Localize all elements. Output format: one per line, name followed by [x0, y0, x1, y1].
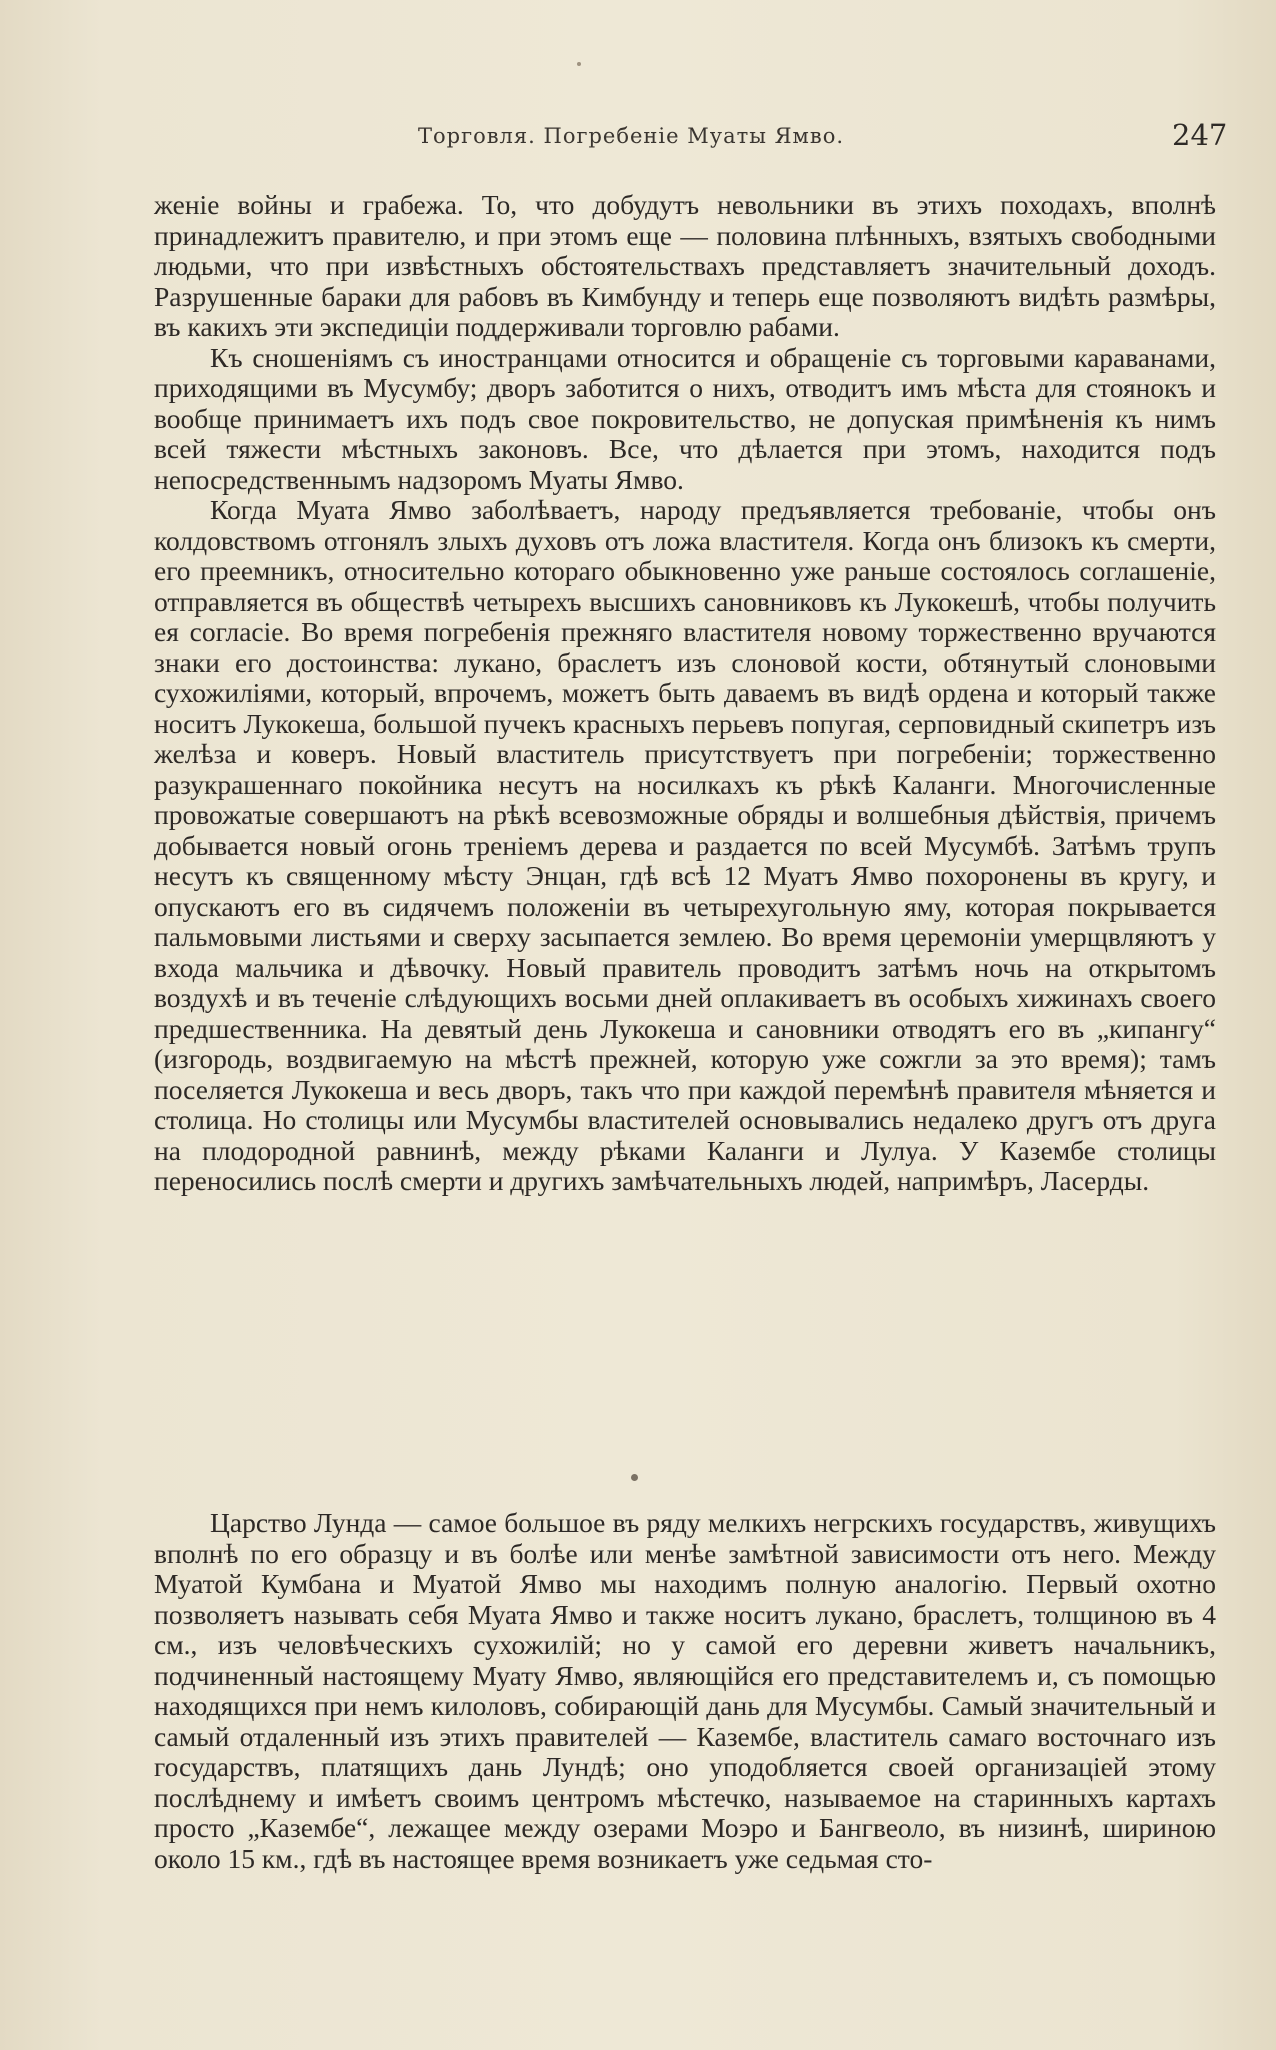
- paragraph: Когда Муата Ямво заболѣваетъ, народу предъявляется требованiе, чтобы онъ колдовствомъ отгонялъ злыхъ духовъ отъ ложа властителя. Когда онъ близокъ къ смерти, его преемникъ, относительно котораго обыкновенно уже раньше состоялось соглашенiе, отправляется въ обществѣ четырехъ высшихъ сановниковъ къ Лукокешѣ, чтобы получить ея согласiе. Во время погребенiя прежняго властителя новому торжественно вручаются знаки его достоинства: лукано, браслетъ изъ слоновой кости, обтянутый слоновыми сухожилiями, который, впрочемъ, можетъ быть даваемъ въ видѣ ордена и который также носитъ Лукокеша, большой пучекъ красныхъ перьевъ попугая, серповидный скипетръ изъ желѣза и коверъ. Новый властитель присутствуетъ при погребенiи; торжественно разукрашеннаго покойника несутъ на носилкахъ къ рѣкѣ Каланги. Многочисленные провожатые совершаютъ на рѣкѣ всевозможные обряды и волшебныя дѣйствiя, причемъ добывается новый огонь тренiемъ дерева и раздается по всей Мусумбѣ. Затѣмъ трупъ несутъ къ священному мѣсту Энцан, гдѣ всѣ 12 Муатъ Ямво похоронены въ кругу, и опускаютъ его въ сидячемъ положенiи въ четырехугольную яму, которая покрывается пальмовыми листьями и сверху засыпается землею. Во время церемонiи умерщвляютъ у входа мальчика и дѣвочку. Новый правитель проводитъ затѣмъ ночь на открытомъ воздухѣ и въ теченiе слѣдующихъ восьми дней оплакиваетъ въ особыхъ хижинахъ своего предшественника. На девятый день Лукокеша и сановники отводятъ его въ „кипангу“ (изгородь, воздвигаемую на мѣстѣ прежней, которую уже сожгли за это время); тамъ поселяется Лукокеша и весь дворъ, такъ что при каждой перемѣнѣ правителя мѣняется и столица. Но столицы или Мусумбы властителей основывались недалеко другъ отъ друга на плодородной равнинѣ, между рѣками Каланги и Лулуа. У Казембе столицы переносились послѣ смерти и другихъ замѣчательныхъ людей, напримѣръ, Ласерды.: [154, 494, 1216, 1196]
- text-block-lower: [154, 1508, 1216, 1874]
- paragraph: Къ сношенiямъ съ иностранцами относится и обращенiе съ торговыми караванами, приходящими въ Мусумбу; дворъ заботится о нихъ, отводитъ имъ мѣста для стоянокъ и вообще принимаетъ ихъ подъ свое покровительство, не допуская примѣненiя къ нимъ всей тяжести мѣстныхъ законовъ. Все, что дѣлается при этомъ, находится подъ непосредственнымъ надзоромъ Муаты Ямво.: [154, 341, 1216, 495]
- running-head: Торговля. Погребенiе Муаты Ямво.: [418, 124, 845, 148]
- paper-speck: [577, 62, 581, 66]
- page-number: 247: [1172, 118, 1228, 152]
- paragraph: Царство Лунда — самое большое въ ряду мелкихъ негрскихъ государствъ, живущихъ вполнѣ по его образцу и въ болѣе или менѣе замѣтной зависимости отъ него. Между Муатой Кумбана и Муатой Ямво мы находимъ полную аналогiю. Первый охотно позволяетъ называть себя Муата Ямво и также носитъ лукано, браслетъ, толщиною въ 4 см., изъ человѣческихъ сухожилiй; но у самой его деревни живетъ начальникъ, подчиненный настоящему Муату Ямво, являющiйся его представителемъ и, съ помощью находящихся при немъ килоловъ, собирающiй дань для Мусумбы. Самый значительный и самый отдаленный изъ этихъ правителей — Казембе, властитель самаго восточнаго изъ государствъ, платящихъ дань Лундѣ; оно уподобляется своей организацiей этому послѣднему и имѣетъ своимъ центромъ мѣстечко, называемое на старинныхъ картахъ просто „Казембе“, лежащее между озерами Моэро и Бангвеоло, въ низинѣ, шириною около 15 км., гдѣ въ настоящее время возникаетъ уже седьмая сто-: [154, 1507, 1216, 1874]
- paragraph: женiе войны и грабежа. То, что добудутъ невольники въ этихъ походахъ, вполнѣ принадлежитъ правителю, и при этомъ еще — половина плѣнныхъ, взятыхъ свободными людьми, что при извѣстныхъ обстоятельствахъ представляетъ значительный доходъ. Разрушенные бараки для рабовъ въ Кимбунду и теперь еще позволяютъ видѣть размѣры, въ какихъ эти экспедицiи поддерживали торговлю рабами.: [154, 189, 1216, 342]
- text-block-upper: [154, 190, 1216, 1197]
- section-divider-dot: [631, 1474, 638, 1481]
- page-header: [0, 118, 1276, 158]
